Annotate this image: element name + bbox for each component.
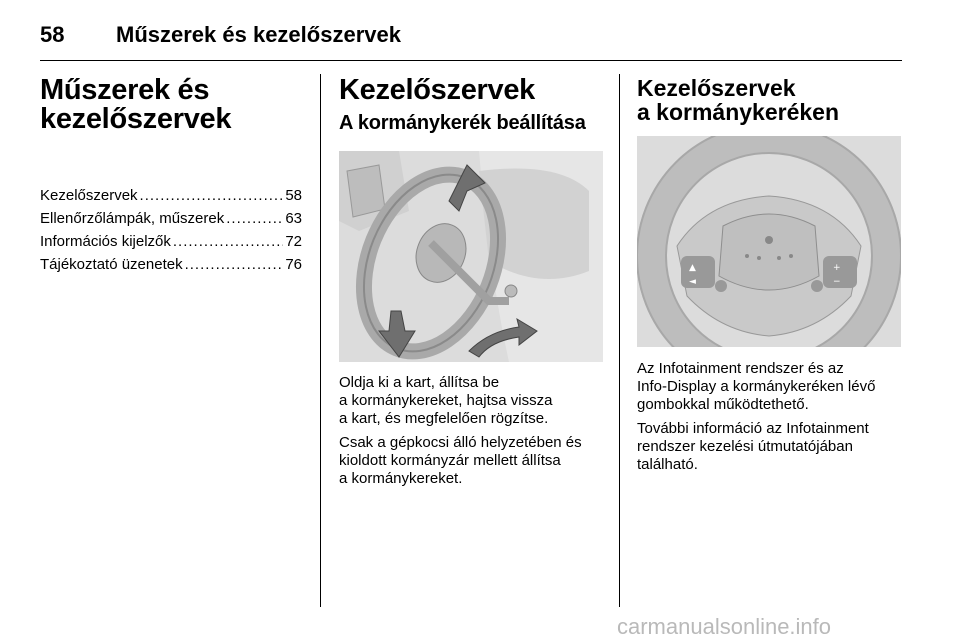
column-steering-adjust [339, 76, 603, 135]
running-title: Műszerek és kezelőszervek [116, 22, 401, 47]
table-of-contents [40, 184, 302, 276]
wheel-controls-text [637, 360, 901, 474]
toc-entry[interactable]: Információs kijelzők ..... 72 [40, 230, 302, 253]
svg-text:◄: ◄ [689, 277, 696, 287]
paragraph: Csak a gépkocsi álló helyzetében és kioldott kormányzár mellett állítsa a kormánykereket. [339, 434, 582, 487]
section-title: Kezelőszervek a kormánykeréken [637, 75, 840, 125]
column-contents [40, 76, 302, 276]
steering-adjust-text [339, 374, 603, 488]
column-wheel-controls [637, 76, 901, 124]
toc-entry[interactable]: Ellenőrzőlámpák, műszerek ..... 63 [40, 207, 302, 230]
page-header [40, 14, 902, 47]
page-number: 58 [40, 22, 65, 47]
steering-wheel-controls-illustration [637, 136, 901, 347]
chapter-title: Műszerek és kezelőszervek [40, 74, 232, 135]
paragraph: További információ az Infotainment rendszer kezelési útmutatójában található. [637, 420, 869, 473]
toc-entry[interactable]: Tájékoztató üzenetek ..... 76 [40, 253, 302, 276]
svg-text:▲: ▲ [689, 263, 696, 273]
header-rule [40, 60, 902, 61]
subsection-title: A kormánykerék beállítása [339, 112, 586, 134]
paragraph: Oldja ki a kart, állítsa be a kormánykereket, hajtsa vissza a kart, és megfelelően rögzítse. [339, 374, 553, 427]
section-title: Kezelőszervek [339, 74, 535, 106]
steering-adjust-illustration [339, 151, 603, 362]
svg-text:−: − [833, 277, 841, 287]
svg-text:+: + [833, 263, 841, 273]
paragraph: Az Infotainment rendszer és az Info-Display a kormánykeréken lévő gombokkal működtethető. [637, 360, 876, 413]
column-divider-right [619, 74, 620, 607]
toc-entry[interactable]: Kezelőszervek ..... 58 [40, 184, 302, 207]
watermark: carmanualsonline.info [617, 614, 832, 639]
column-divider-left [320, 74, 321, 607]
